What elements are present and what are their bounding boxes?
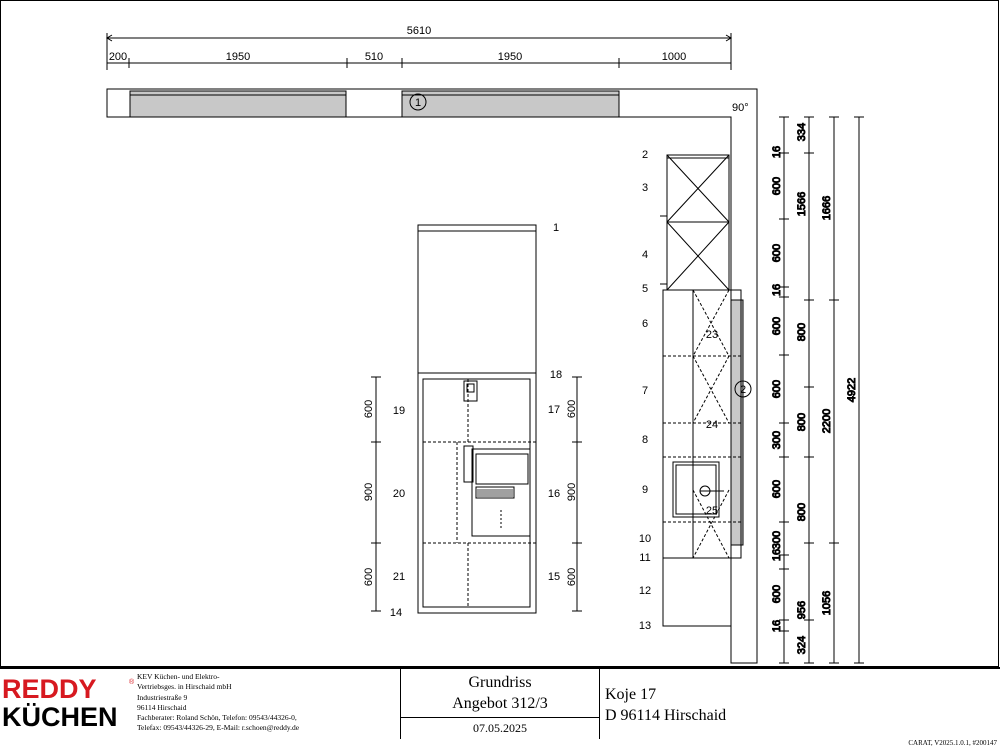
dim-chain-3-label: 1666 xyxy=(821,195,833,221)
island-left-dim-2: 900 xyxy=(363,482,375,502)
wall-outline xyxy=(107,89,757,663)
company-line: Fachberater: Roland Schön, Telefon: 09543/44326-0, xyxy=(137,713,297,723)
position-label: 8 xyxy=(641,434,649,446)
position-label: 7 xyxy=(641,385,649,397)
island-label-18: 18 xyxy=(549,369,563,381)
island-label-16: 16 xyxy=(547,488,561,500)
dim-seg-1: 200 xyxy=(108,51,128,63)
drawing-date: 07.05.2025 xyxy=(473,721,527,735)
island-label-21: 21 xyxy=(392,571,406,583)
dim-chain-2-label: 956 xyxy=(796,600,808,620)
dim-chain-1-label: 600 xyxy=(771,584,783,604)
company-info xyxy=(137,672,299,734)
window-marker-label: 1 xyxy=(414,97,422,109)
brand-word-bottom: KÜCHEN xyxy=(2,702,118,732)
island-label-15: 15 xyxy=(547,571,561,583)
dim-chain-2-label: 334 xyxy=(796,122,808,142)
cell-label-23: 23 xyxy=(705,329,719,341)
drawing-title-box xyxy=(400,669,600,739)
company-line: KEV Küchen- und Elektro- xyxy=(137,672,220,681)
dim-chain-2-label: 800 xyxy=(796,412,808,432)
island-label-1: 1 xyxy=(552,222,560,234)
dim-seg-5: 1000 xyxy=(661,51,687,63)
angle-label: 90° xyxy=(732,102,749,114)
position-label: 2 xyxy=(641,149,649,161)
position-label: 11 xyxy=(639,552,651,564)
cell-label-24: 24 xyxy=(705,419,719,431)
brand-registered-mark: ® xyxy=(129,679,135,686)
tall-units xyxy=(660,155,729,290)
island-label-17: 17 xyxy=(547,404,561,416)
island-left-dim-3: 600 xyxy=(363,567,375,587)
island-right-dim-1: 600 xyxy=(566,399,578,419)
dim-seg-2: 1950 xyxy=(225,51,251,63)
island-label-14: 14 xyxy=(389,607,403,619)
company-line: Telefax: 09543/44326-29, E-Mail: r.schoen@reddy.de xyxy=(137,723,300,733)
dim-chain-1-label: 16 xyxy=(771,283,783,297)
dim-chain-4-label: 4922 xyxy=(846,377,858,403)
top-dimension-segments xyxy=(107,58,731,68)
position-label: 13 xyxy=(638,620,652,632)
title-block xyxy=(0,667,1000,737)
island-right-dim-2: 900 xyxy=(566,482,578,502)
software-version: CARAT, V2025.1.0.1, #200147 xyxy=(908,739,997,747)
brand-word-top: REDDY xyxy=(2,674,97,704)
dim-seg-3: 510 xyxy=(364,51,384,63)
brand-logo xyxy=(2,675,134,731)
dim-chain-2-label: 800 xyxy=(796,502,808,522)
island-left-dim-1: 600 xyxy=(363,399,375,419)
dim-chain-2-label: 1566 xyxy=(796,191,808,217)
position-label: 9 xyxy=(641,484,649,496)
dim-chain-1-label: 16 xyxy=(771,548,783,562)
dim-chain-3-label: 2200 xyxy=(821,408,833,434)
dim-chain-1-label: 600 xyxy=(771,379,783,399)
position-label: 3 xyxy=(641,182,649,194)
dim-seg-4: 1950 xyxy=(497,51,523,63)
side-marker-label: 2 xyxy=(739,384,747,396)
dim-chain-1-label: 300 xyxy=(771,530,783,550)
position-label: 12 xyxy=(638,585,652,597)
location xyxy=(605,684,726,726)
company-line: 96114 Hirschaid xyxy=(137,702,187,712)
island-label-19: 19 xyxy=(392,405,406,417)
position-label: 10 xyxy=(638,533,652,545)
dim-chain-1-label: 16 xyxy=(771,145,783,159)
dim-chain-2-label: 324 xyxy=(796,635,808,655)
location-line-2: D 96114 Hirschaid xyxy=(605,707,727,724)
position-label: 4 xyxy=(641,249,649,261)
island xyxy=(418,225,536,613)
location-line-1: Koje 17 xyxy=(605,686,657,703)
top-dimension-total xyxy=(107,33,731,70)
company-line: Industriestraße 9 xyxy=(137,692,188,702)
island-vent xyxy=(477,490,513,496)
right-dimension-chains xyxy=(771,117,864,663)
dim-chain-1-label: 600 xyxy=(771,176,783,196)
drawing-subtitle: Angebot 312/3 xyxy=(452,695,548,712)
position-label: 5 xyxy=(641,283,649,295)
base-units xyxy=(663,290,741,626)
drawing-title: Grundriss xyxy=(468,674,532,691)
dim-total-label: 5610 xyxy=(406,25,432,37)
position-label: 6 xyxy=(641,318,649,330)
island-label-20: 20 xyxy=(392,488,406,500)
dim-chain-1-label: 600 xyxy=(771,316,783,336)
dim-chain-1-label: 600 xyxy=(771,243,783,263)
right-position-labels xyxy=(639,149,651,632)
island-right-dim-3: 600 xyxy=(566,567,578,587)
dim-chain-1-label: 600 xyxy=(771,479,783,499)
dim-chain-1-label: 16 xyxy=(771,619,783,633)
dim-chain-2-label: 800 xyxy=(796,322,808,342)
company-line: Vertriebsges. in Hirschaid mbH xyxy=(137,682,232,692)
dim-chain-3-label: 1056 xyxy=(821,590,833,616)
cell-label-25: 25 xyxy=(705,505,719,517)
dim-chain-1-label: 300 xyxy=(771,430,783,450)
